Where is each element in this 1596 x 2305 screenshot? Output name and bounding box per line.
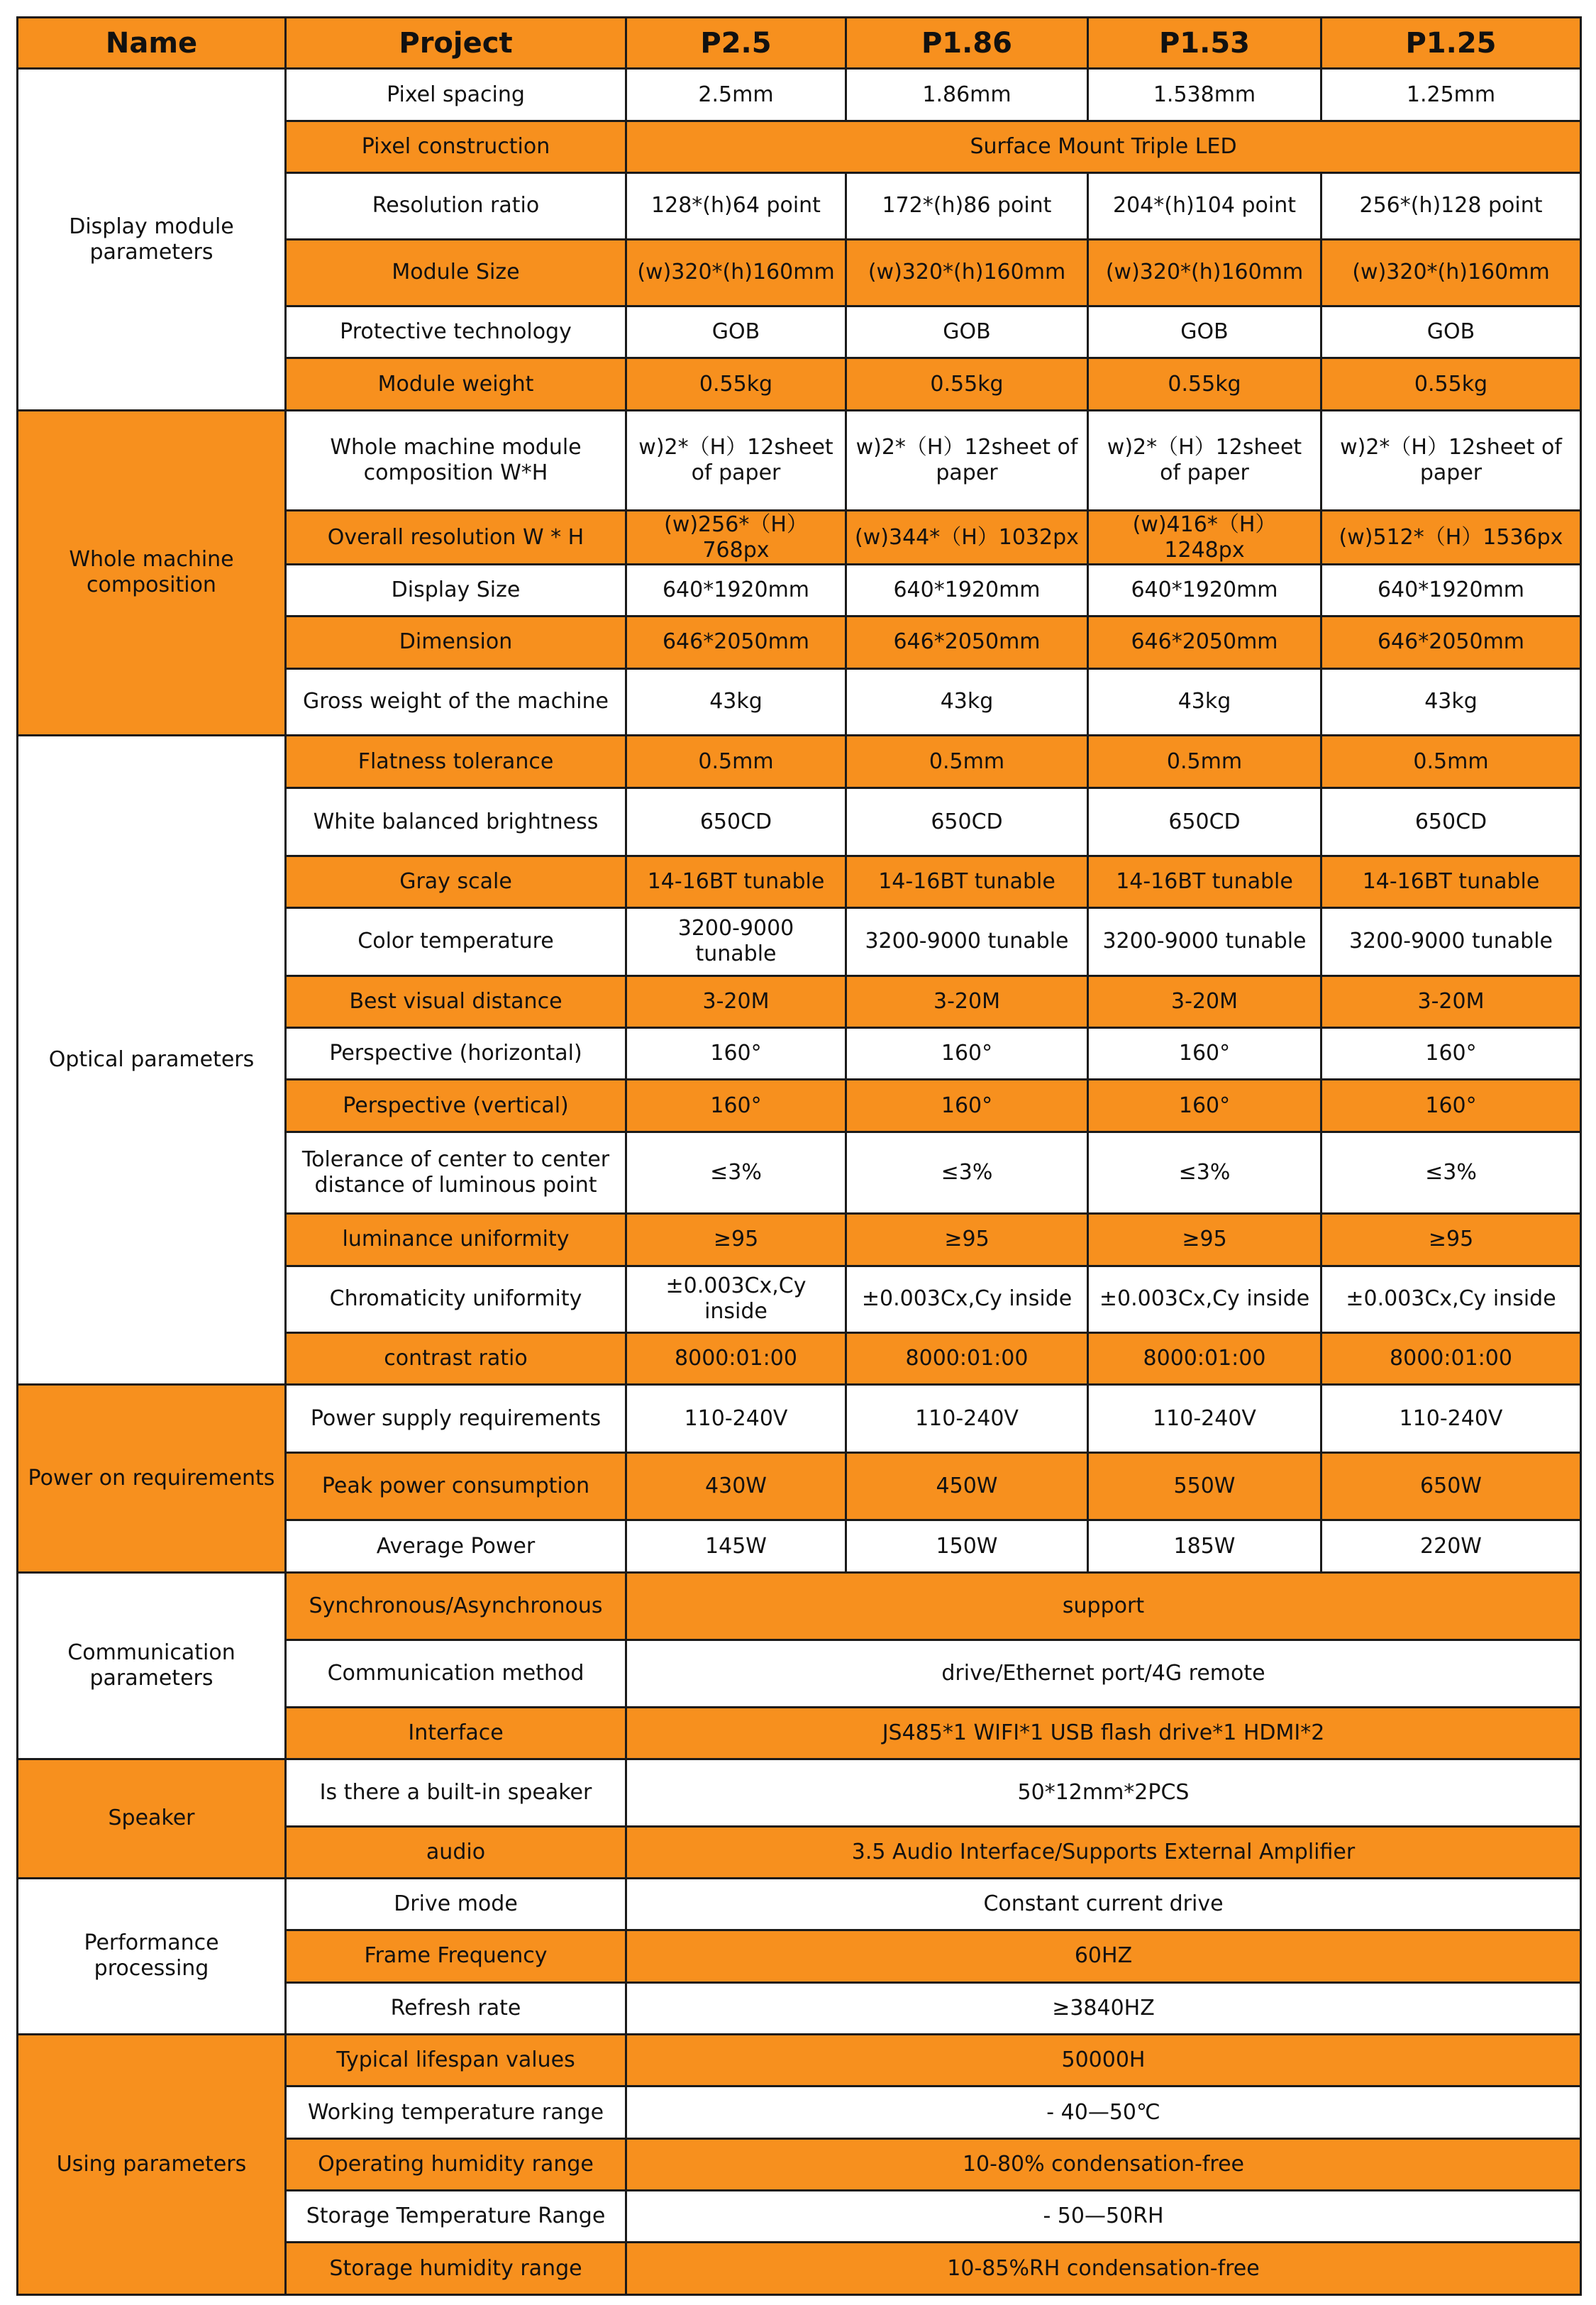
cell-p1-53: 3200-9000 tunable <box>1088 908 1321 975</box>
row-sync-async <box>18 1572 1581 1640</box>
row-typical-lifespan <box>18 2034 1581 2086</box>
cell-p1-86: 0.5mm <box>846 735 1088 787</box>
cell-p1-25: 0.5mm <box>1321 735 1581 787</box>
cell-p2-5: ≤3% <box>626 1132 846 1214</box>
row-label: Storage Temperature Range <box>286 2191 626 2243</box>
cell-all-models: - 50—50RH <box>626 2191 1581 2243</box>
row-label: Tolerance of center to center distance of luminous point <box>286 1132 626 1214</box>
cell-all-models: Constant current drive <box>626 1878 1581 1930</box>
cell-all-models: ≥3840HZ <box>626 1982 1581 2034</box>
header-model-p1-53: P1.53 <box>1088 18 1321 69</box>
cell-p1-25: 160° <box>1321 1028 1581 1080</box>
cell-p2-5: 640*1920mm <box>626 564 846 616</box>
row-label: Color temperature <box>286 908 626 975</box>
cell-p1-86: 160° <box>846 1028 1088 1080</box>
group-optical: Optical parameters <box>18 735 286 1384</box>
cell-p2-5: GOB <box>626 306 846 358</box>
cell-p1-86: 3-20M <box>846 975 1088 1027</box>
cell-p1-25: (w)320*(h)160mm <box>1321 239 1581 306</box>
cell-p1-53: 204*(h)104 point <box>1088 173 1321 239</box>
row-pixel-spacing <box>18 69 1581 121</box>
row-label: Module Size <box>286 239 626 306</box>
cell-p2-5: 0.55kg <box>626 358 846 410</box>
header-name: Name <box>18 18 286 69</box>
row-label: Pixel construction <box>286 121 626 172</box>
cell-p1-53: (w)320*(h)160mm <box>1088 239 1321 306</box>
cell-p2-5: 145W <box>626 1520 846 1572</box>
cell-p1-53: (w)416*（H）1248px <box>1088 511 1321 564</box>
row-label: Best visual distance <box>286 975 626 1027</box>
row-label: Synchronous/Asynchronous <box>286 1572 626 1640</box>
row-label: Interface <box>286 1707 626 1759</box>
header-model-p1-25: P1.25 <box>1321 18 1581 69</box>
row-label: Resolution ratio <box>286 173 626 239</box>
cell-p1-86: 650CD <box>846 788 1088 856</box>
row-label: Is there a built-in speaker <box>286 1759 626 1826</box>
cell-all-models: JS485*1 WIFI*1 USB flash drive*1 HDMI*2 <box>626 1707 1581 1759</box>
row-drive-mode <box>18 1878 1581 1930</box>
row-label: Drive mode <box>286 1878 626 1930</box>
cell-p1-53: 550W <box>1088 1452 1321 1520</box>
cell-p1-53: ≥95 <box>1088 1214 1321 1266</box>
cell-p1-86: ≤3% <box>846 1132 1088 1214</box>
cell-all-models: 10-85%RH condensation-free <box>626 2243 1581 2295</box>
cell-p1-25: 646*2050mm <box>1321 617 1581 668</box>
cell-p1-53: 640*1920mm <box>1088 564 1321 616</box>
cell-p1-25: 110-240V <box>1321 1385 1581 1452</box>
row-label: Module weight <box>286 358 626 410</box>
row-label: contrast ratio <box>286 1333 626 1385</box>
cell-p1-86: 1.86mm <box>846 69 1088 121</box>
row-label: Protective technology <box>286 306 626 358</box>
row-label: Storage humidity range <box>286 2243 626 2295</box>
cell-all-models: support <box>626 1572 1581 1640</box>
cell-p1-86: w)2*（H）12sheet of paper <box>846 410 1088 511</box>
cell-p1-86: 640*1920mm <box>846 564 1088 616</box>
cell-p1-25: 256*(h)128 point <box>1321 173 1581 239</box>
cell-p1-86: ±0.003Cx,Cy inside <box>846 1266 1088 1332</box>
cell-p1-53: 1.538mm <box>1088 69 1321 121</box>
cell-p1-86: 150W <box>846 1520 1088 1572</box>
group-speaker: Speaker <box>18 1759 286 1879</box>
cell-p1-86: ≥95 <box>846 1214 1088 1266</box>
cell-p1-53: 0.55kg <box>1088 358 1321 410</box>
cell-p1-53: 8000:01:00 <box>1088 1333 1321 1385</box>
cell-p2-5: 430W <box>626 1452 846 1520</box>
cell-p1-53: 43kg <box>1088 668 1321 735</box>
cell-p1-86: 160° <box>846 1080 1088 1132</box>
row-label: Peak power consumption <box>286 1452 626 1520</box>
cell-p2-5: 3-20M <box>626 975 846 1027</box>
row-label: Gray scale <box>286 856 626 907</box>
row-label: Refresh rate <box>286 1982 626 2034</box>
cell-p1-86: 110-240V <box>846 1385 1088 1452</box>
cell-p2-5: (w)256*（H）768px <box>626 511 846 564</box>
cell-p1-25: 8000:01:00 <box>1321 1333 1581 1385</box>
cell-p2-5: 8000:01:00 <box>626 1333 846 1385</box>
row-label: Average Power <box>286 1520 626 1572</box>
header-row <box>18 18 1581 69</box>
cell-all-models: 3.5 Audio Interface/Supports External Amplifier <box>626 1826 1581 1878</box>
cell-all-models: Surface Mount Triple LED <box>626 121 1581 172</box>
cell-p1-53: 0.5mm <box>1088 735 1321 787</box>
cell-p1-25: 3-20M <box>1321 975 1581 1027</box>
cell-p1-25: ≥95 <box>1321 1214 1581 1266</box>
cell-p1-53: 185W <box>1088 1520 1321 1572</box>
cell-all-models: 60HZ <box>626 1930 1581 1982</box>
cell-p1-25: ≤3% <box>1321 1132 1581 1214</box>
cell-p2-5: ≥95 <box>626 1214 846 1266</box>
row-label: Chromaticity uniformity <box>286 1266 626 1332</box>
row-label: Working temperature range <box>286 2086 626 2138</box>
cell-p1-86: 3200-9000 tunable <box>846 908 1088 975</box>
row-flatness-tolerance <box>18 735 1581 787</box>
cell-p1-53: 110-240V <box>1088 1385 1321 1452</box>
group-whole-machine: Whole machine composition <box>18 410 286 735</box>
cell-p2-5: 2.5mm <box>626 69 846 121</box>
cell-p1-25: 650W <box>1321 1452 1581 1520</box>
cell-p1-53: 160° <box>1088 1028 1321 1080</box>
cell-p1-25: ±0.003Cx,Cy inside <box>1321 1266 1581 1332</box>
cell-p1-25: GOB <box>1321 306 1581 358</box>
row-power-supply <box>18 1385 1581 1452</box>
cell-p1-53: 646*2050mm <box>1088 617 1321 668</box>
cell-p1-86: GOB <box>846 306 1088 358</box>
group-communication: Communication parameters <box>18 1572 286 1759</box>
group-display-module: Display module parameters <box>18 69 286 410</box>
cell-p1-25: 650CD <box>1321 788 1581 856</box>
cell-p1-53: 14-16BT tunable <box>1088 856 1321 907</box>
cell-p1-25: 160° <box>1321 1080 1581 1132</box>
cell-all-models: 50000H <box>626 2034 1581 2086</box>
row-whole-machine-module <box>18 410 1581 511</box>
row-label: audio <box>286 1826 626 1878</box>
row-label: Power supply requirements <box>286 1385 626 1452</box>
row-builtin-speaker <box>18 1759 1581 1826</box>
cell-p1-53: 650CD <box>1088 788 1321 856</box>
header-project: Project <box>286 18 626 69</box>
cell-p1-86: 0.55kg <box>846 358 1088 410</box>
row-label: Flatness tolerance <box>286 735 626 787</box>
cell-p1-53: 3-20M <box>1088 975 1321 1027</box>
cell-p1-86: 43kg <box>846 668 1088 735</box>
cell-p1-53: w)2*（H）12sheet of paper <box>1088 410 1321 511</box>
cell-p1-25: 0.55kg <box>1321 358 1581 410</box>
cell-p2-5: 3200-9000 tunable <box>626 908 846 975</box>
cell-all-models: 50*12mm*2PCS <box>626 1759 1581 1826</box>
row-label: Gross weight of the machine <box>286 668 626 735</box>
cell-p1-53: GOB <box>1088 306 1321 358</box>
cell-p1-53: 160° <box>1088 1080 1321 1132</box>
row-label: Typical lifespan values <box>286 2034 626 2086</box>
row-label: Perspective (horizontal) <box>286 1028 626 1080</box>
row-label: White balanced brightness <box>286 788 626 856</box>
row-label: Frame Frequency <box>286 1930 626 1982</box>
cell-all-models: drive/Ethernet port/4G remote <box>626 1640 1581 1707</box>
cell-p2-5: 646*2050mm <box>626 617 846 668</box>
cell-p1-25: 43kg <box>1321 668 1581 735</box>
cell-p1-86: (w)344*（H）1032px <box>846 511 1088 564</box>
cell-p1-25: 220W <box>1321 1520 1581 1572</box>
cell-p2-5: 650CD <box>626 788 846 856</box>
cell-p2-5: 14-16BT tunable <box>626 856 846 907</box>
cell-p1-86: (w)320*(h)160mm <box>846 239 1088 306</box>
cell-p1-86: 172*(h)86 point <box>846 173 1088 239</box>
cell-p2-5: w)2*（H）12sheet of paper <box>626 410 846 511</box>
cell-p1-25: 14-16BT tunable <box>1321 856 1581 907</box>
row-label: Perspective (vertical) <box>286 1080 626 1132</box>
row-label: luminance uniformity <box>286 1214 626 1266</box>
group-performance: Performance processing <box>18 1878 286 2034</box>
cell-p2-5: 160° <box>626 1028 846 1080</box>
row-label: Operating humidity range <box>286 2138 626 2190</box>
cell-p2-5: ±0.003Cx,Cy inside <box>626 1266 846 1332</box>
row-label: Display Size <box>286 564 626 616</box>
row-label: Whole machine module composition W*H <box>286 410 626 511</box>
cell-p1-25: w)2*（H）12sheet of paper <box>1321 410 1581 511</box>
cell-p1-25: 640*1920mm <box>1321 564 1581 616</box>
cell-p1-86: 450W <box>846 1452 1088 1520</box>
cell-p1-25: 1.25mm <box>1321 69 1581 121</box>
cell-p2-5: 0.5mm <box>626 735 846 787</box>
row-label: Pixel spacing <box>286 69 626 121</box>
cell-p1-25: 3200-9000 tunable <box>1321 908 1581 975</box>
header-model-p2-5: P2.5 <box>626 18 846 69</box>
header-model-p1-86: P1.86 <box>846 18 1088 69</box>
spec-table <box>16 16 1582 2296</box>
cell-p1-86: 8000:01:00 <box>846 1333 1088 1385</box>
group-power: Power on requirements <box>18 1385 286 1572</box>
cell-p2-5: 110-240V <box>626 1385 846 1452</box>
row-label: Dimension <box>286 617 626 668</box>
cell-p2-5: 128*(h)64 point <box>626 173 846 239</box>
cell-all-models: - 40—50℃ <box>626 2086 1581 2138</box>
group-using: Using parameters <box>18 2034 286 2294</box>
cell-p1-86: 646*2050mm <box>846 617 1088 668</box>
cell-p2-5: (w)320*(h)160mm <box>626 239 846 306</box>
row-label: Overall resolution W * H <box>286 511 626 564</box>
cell-p2-5: 43kg <box>626 668 846 735</box>
row-label: Communication method <box>286 1640 626 1707</box>
cell-p1-25: (w)512*（H）1536px <box>1321 511 1581 564</box>
cell-all-models: 10-80% condensation-free <box>626 2138 1581 2190</box>
cell-p1-86: 14-16BT tunable <box>846 856 1088 907</box>
cell-p1-53: ≤3% <box>1088 1132 1321 1214</box>
cell-p2-5: 160° <box>626 1080 846 1132</box>
cell-p1-53: ±0.003Cx,Cy inside <box>1088 1266 1321 1332</box>
